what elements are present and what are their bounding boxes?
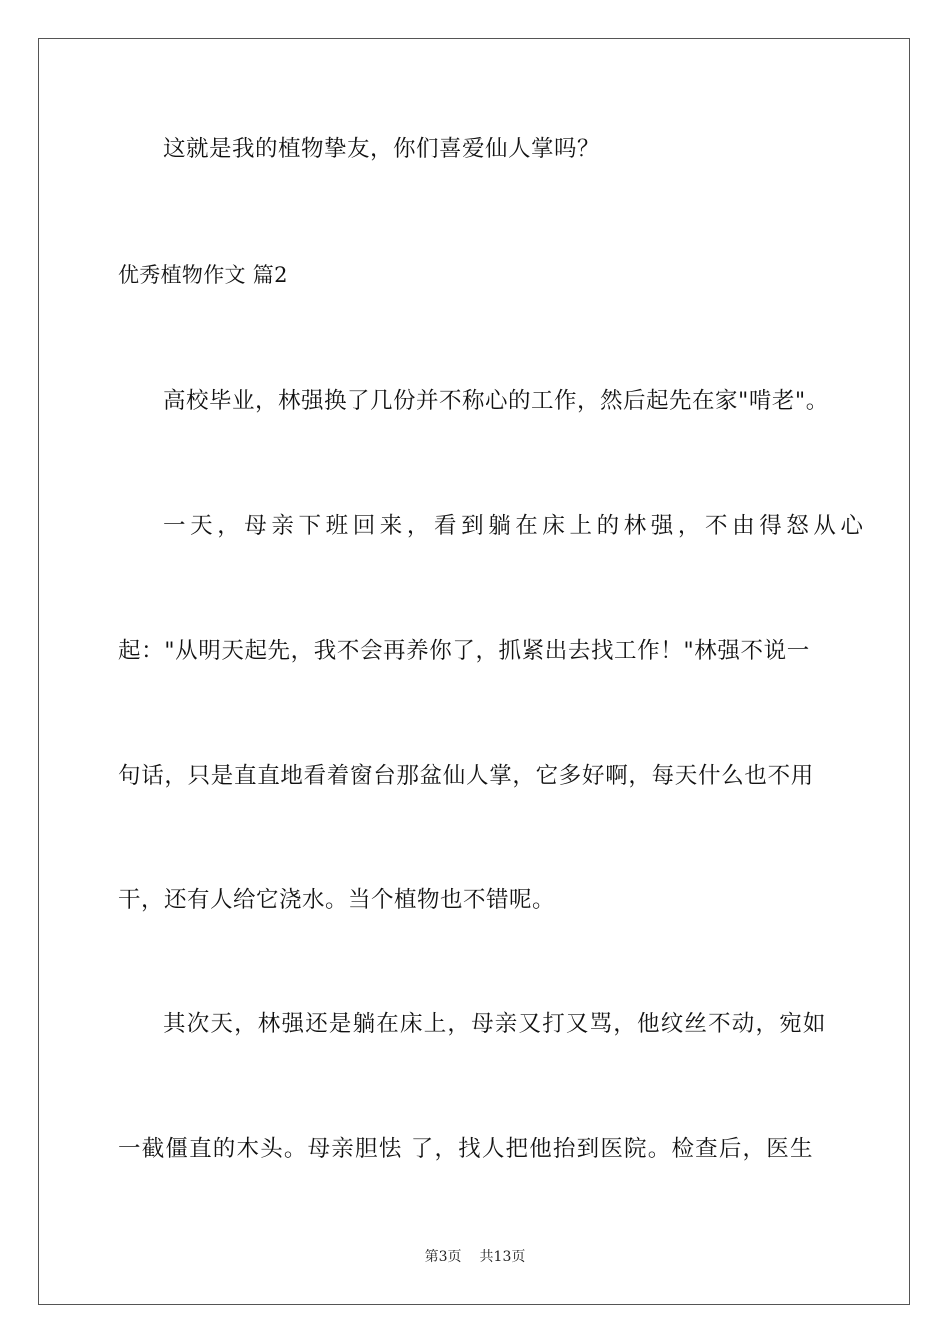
paragraph-line: 一截僵直的木头。母亲胆怯 了，找人把他抬到医院。检查后，医生 bbox=[118, 1136, 814, 1162]
paragraph-line: 干，还有人给它浇水。当个植物也不错呢。 bbox=[118, 887, 556, 913]
paragraph-line: 高校毕业，林强换了几份并不称心的工作，然后起先在家"啃老"。 bbox=[163, 388, 829, 414]
paragraph-line: 起："从明天起先，我不会再养你了，抓紧出去找工作！"林强不说一 bbox=[118, 638, 810, 664]
page-footer bbox=[0, 1246, 950, 1266]
paragraph-line: 句话，只是直直地看着窗台那盆仙人掌，它多好啊，每天什么也不用 bbox=[118, 763, 815, 789]
section-heading: 优秀植物作文 篇2 bbox=[118, 263, 288, 287]
paragraph-line: 一天，母亲下班回来，看到躺在床上的林强，不由得怒从心 bbox=[163, 513, 868, 539]
page-border bbox=[38, 38, 910, 1305]
paragraph-line: 这就是我的植物挚友，你们喜爱仙人掌吗？ bbox=[163, 136, 601, 162]
paragraph-line: 其次天，林强还是躺在床上，母亲又打又骂，他纹丝不动，宛如 bbox=[163, 1011, 827, 1037]
page-number: 第3页 bbox=[424, 1249, 462, 1265]
page-total: 共13页 bbox=[479, 1249, 526, 1265]
